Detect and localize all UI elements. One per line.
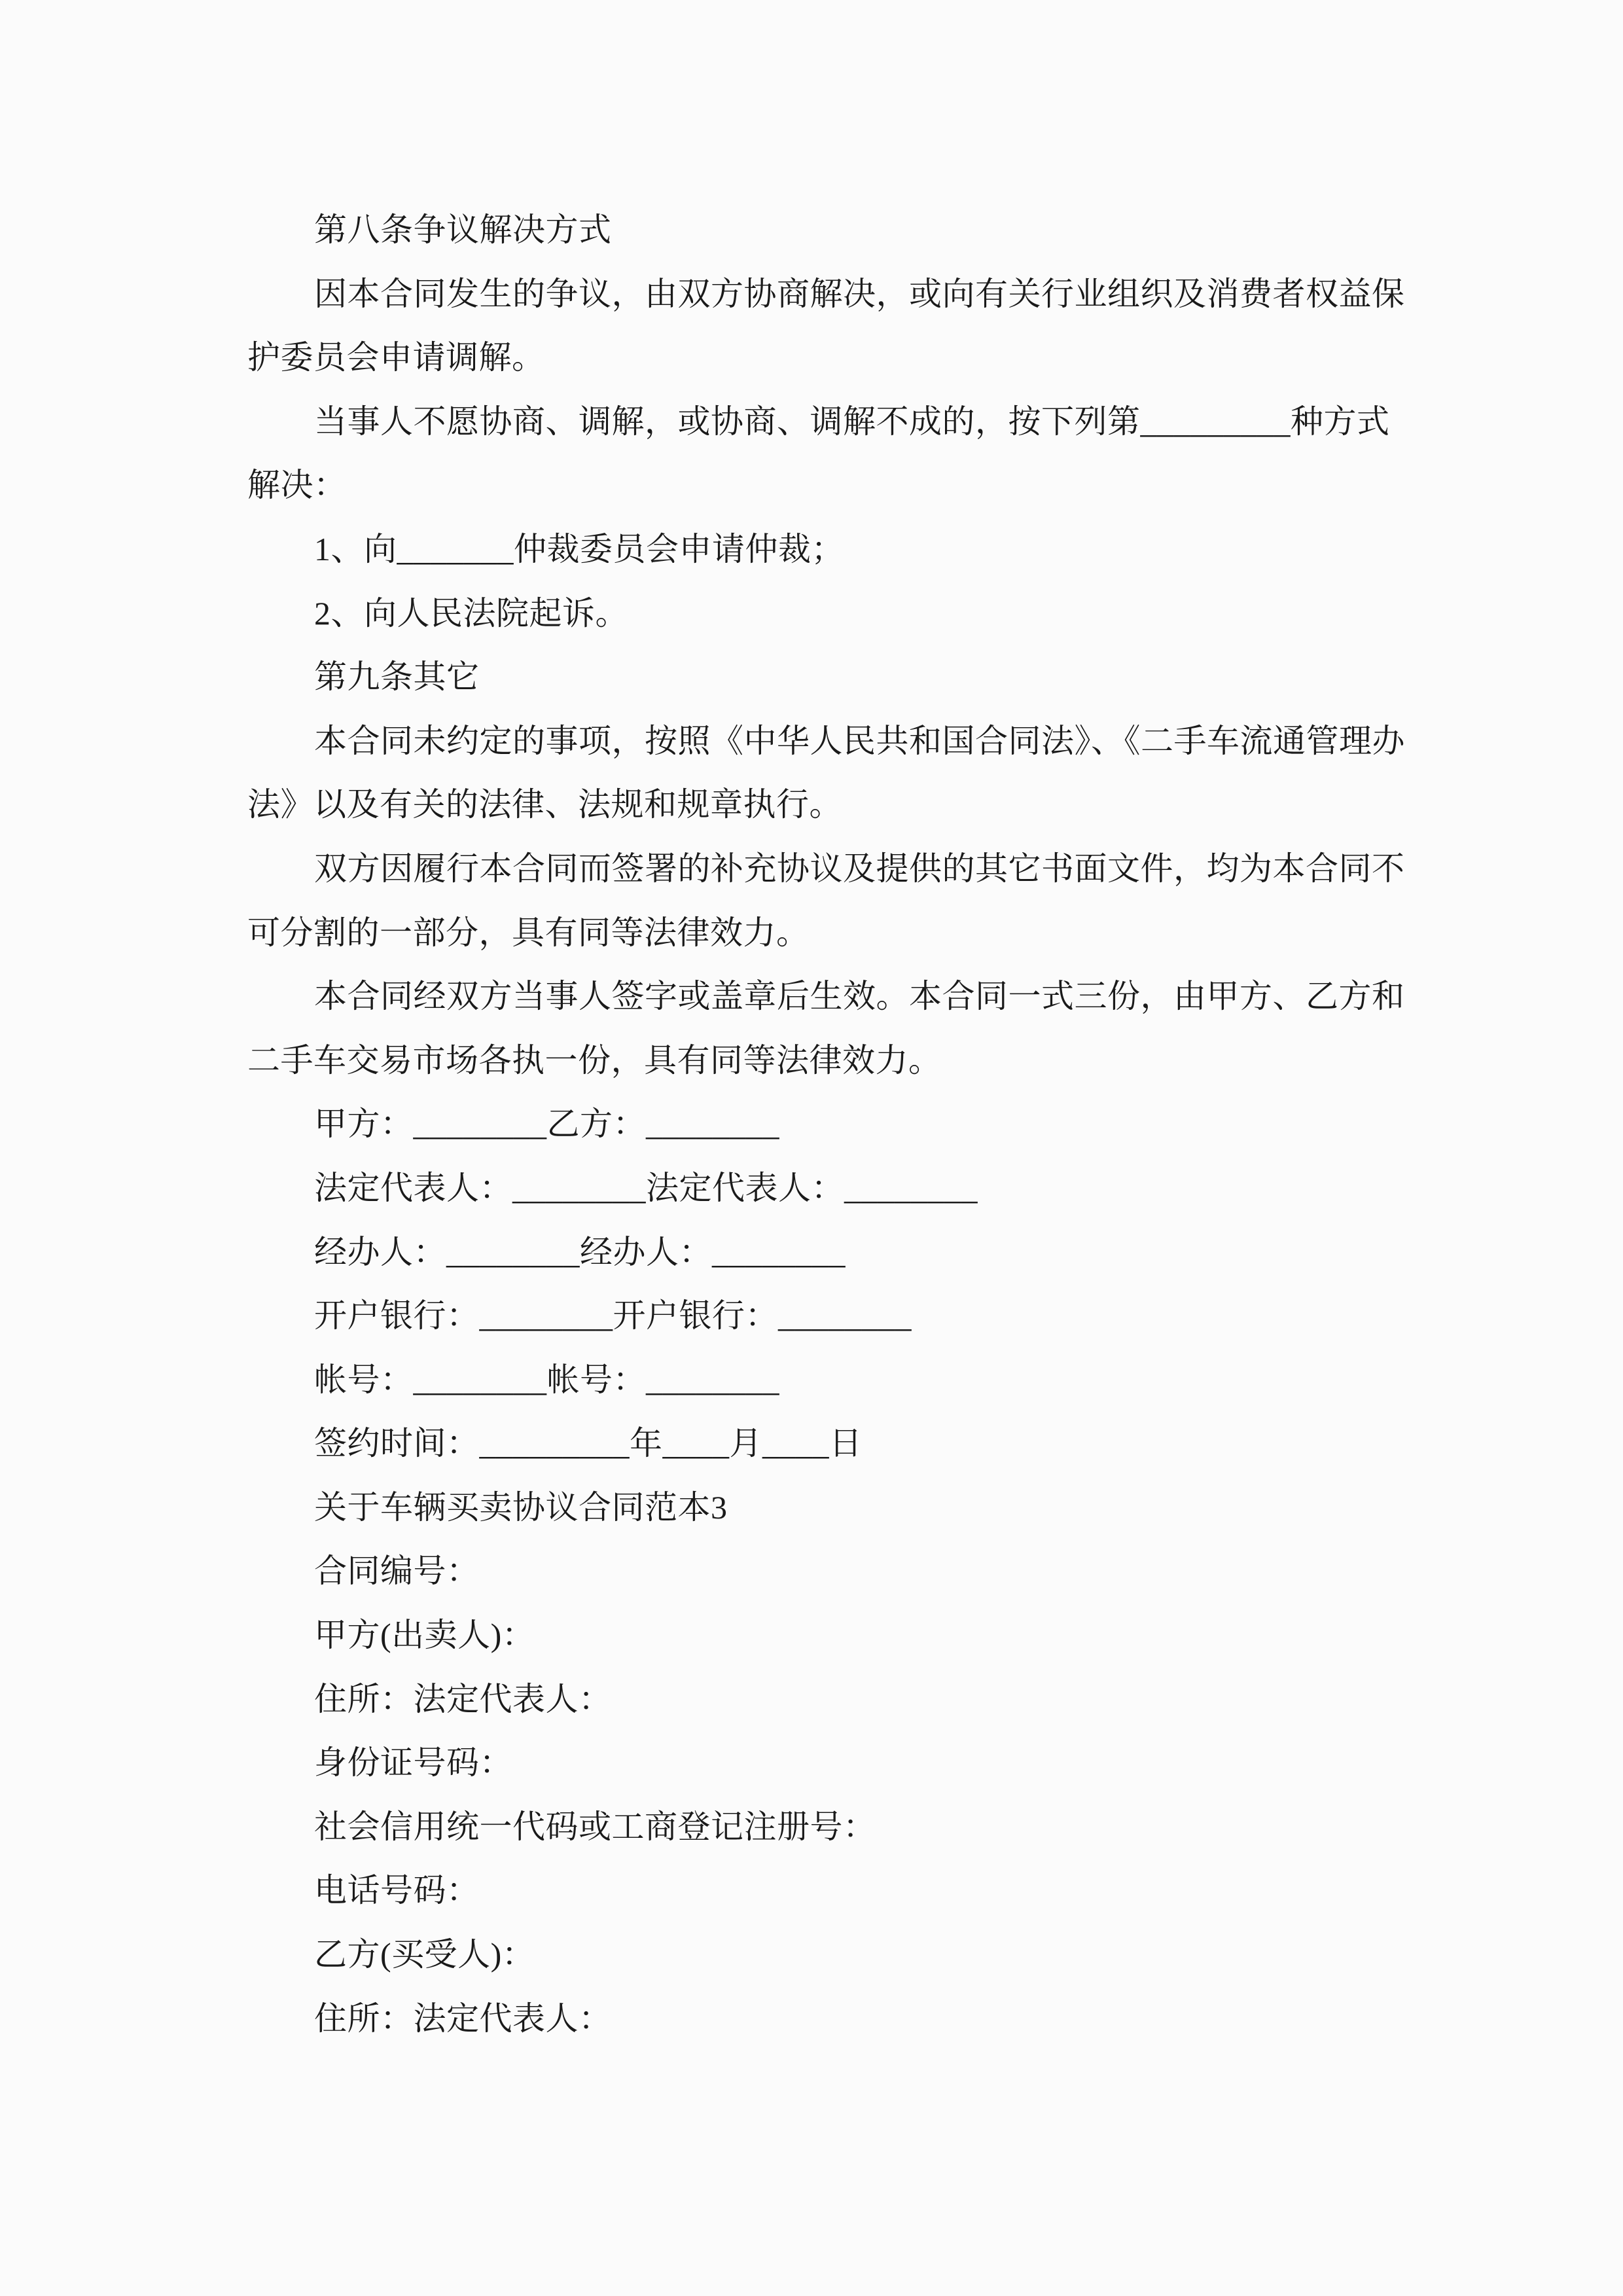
- document-body: [247, 198, 1405, 2051]
- document-line: 1、向_______仲裁委员会申请仲裁；: [314, 530, 844, 567]
- document-line: 二手车交易市场各执一份，具有同等法律效力。: [247, 1041, 942, 1079]
- document-line: 开户银行：________开户银行：________: [314, 1297, 912, 1335]
- document-line: 本合同未约定的事项，按照《中华人民共和国合同法》、《二手车流通管理办: [314, 722, 1405, 759]
- document-line: 合同编号：: [314, 1552, 480, 1590]
- document-line: 甲方：________乙方：________: [314, 1105, 779, 1143]
- document-line: 护委员会申请调解。: [247, 339, 545, 376]
- document-line: 住所：法定代表人：: [314, 1680, 612, 1717]
- document-line: 乙方(买受人)：: [314, 1936, 535, 1973]
- document-line: 社会信用统一代码或工商登记注册号：: [314, 1808, 876, 1845]
- document-line: 第九条其它: [314, 658, 480, 696]
- document-line: 本合同经双方当事人签字或盖章后生效。本合同一式三份，由甲方、乙方和: [314, 978, 1405, 1015]
- document-line: 关于车辆买卖协议合同范本3: [314, 1488, 728, 1526]
- document-line: 经办人：________经办人：________: [314, 1233, 846, 1270]
- document-line: 住所：法定代表人：: [314, 2000, 612, 2037]
- document-line: 双方因履行本合同而签署的补充协议及提供的其它书面文件，均为本合同不: [314, 850, 1405, 887]
- document-line: 2、向人民法院起诉。: [314, 594, 628, 632]
- document-line: 当事人不愿协商、调解，或协商、调解不成的，按下列第_________种方式: [314, 403, 1390, 440]
- document-line: 帐号：________帐号：________: [314, 1361, 779, 1398]
- document-line: 法》以及有关的法律、法规和规章执行。: [247, 786, 842, 823]
- document-line: 解决：: [247, 467, 347, 504]
- document-line: 因本合同发生的争议，由双方协商解决，或向有关行业组织及消费者权益保: [314, 275, 1405, 312]
- document-line: 签约时间：_________年____月____日: [314, 1425, 863, 1462]
- document-line: 第八条争议解决方式: [314, 211, 612, 248]
- document-line: 电话号码：: [314, 1872, 480, 1909]
- document-line: 身份证号码：: [314, 1744, 512, 1782]
- document-line: 可分割的一部分，具有同等法律效力。: [247, 914, 810, 951]
- document-line: 法定代表人：________法定代表人：________: [314, 1169, 978, 1206]
- document-line: 甲方(出卖人)：: [314, 1617, 535, 1654]
